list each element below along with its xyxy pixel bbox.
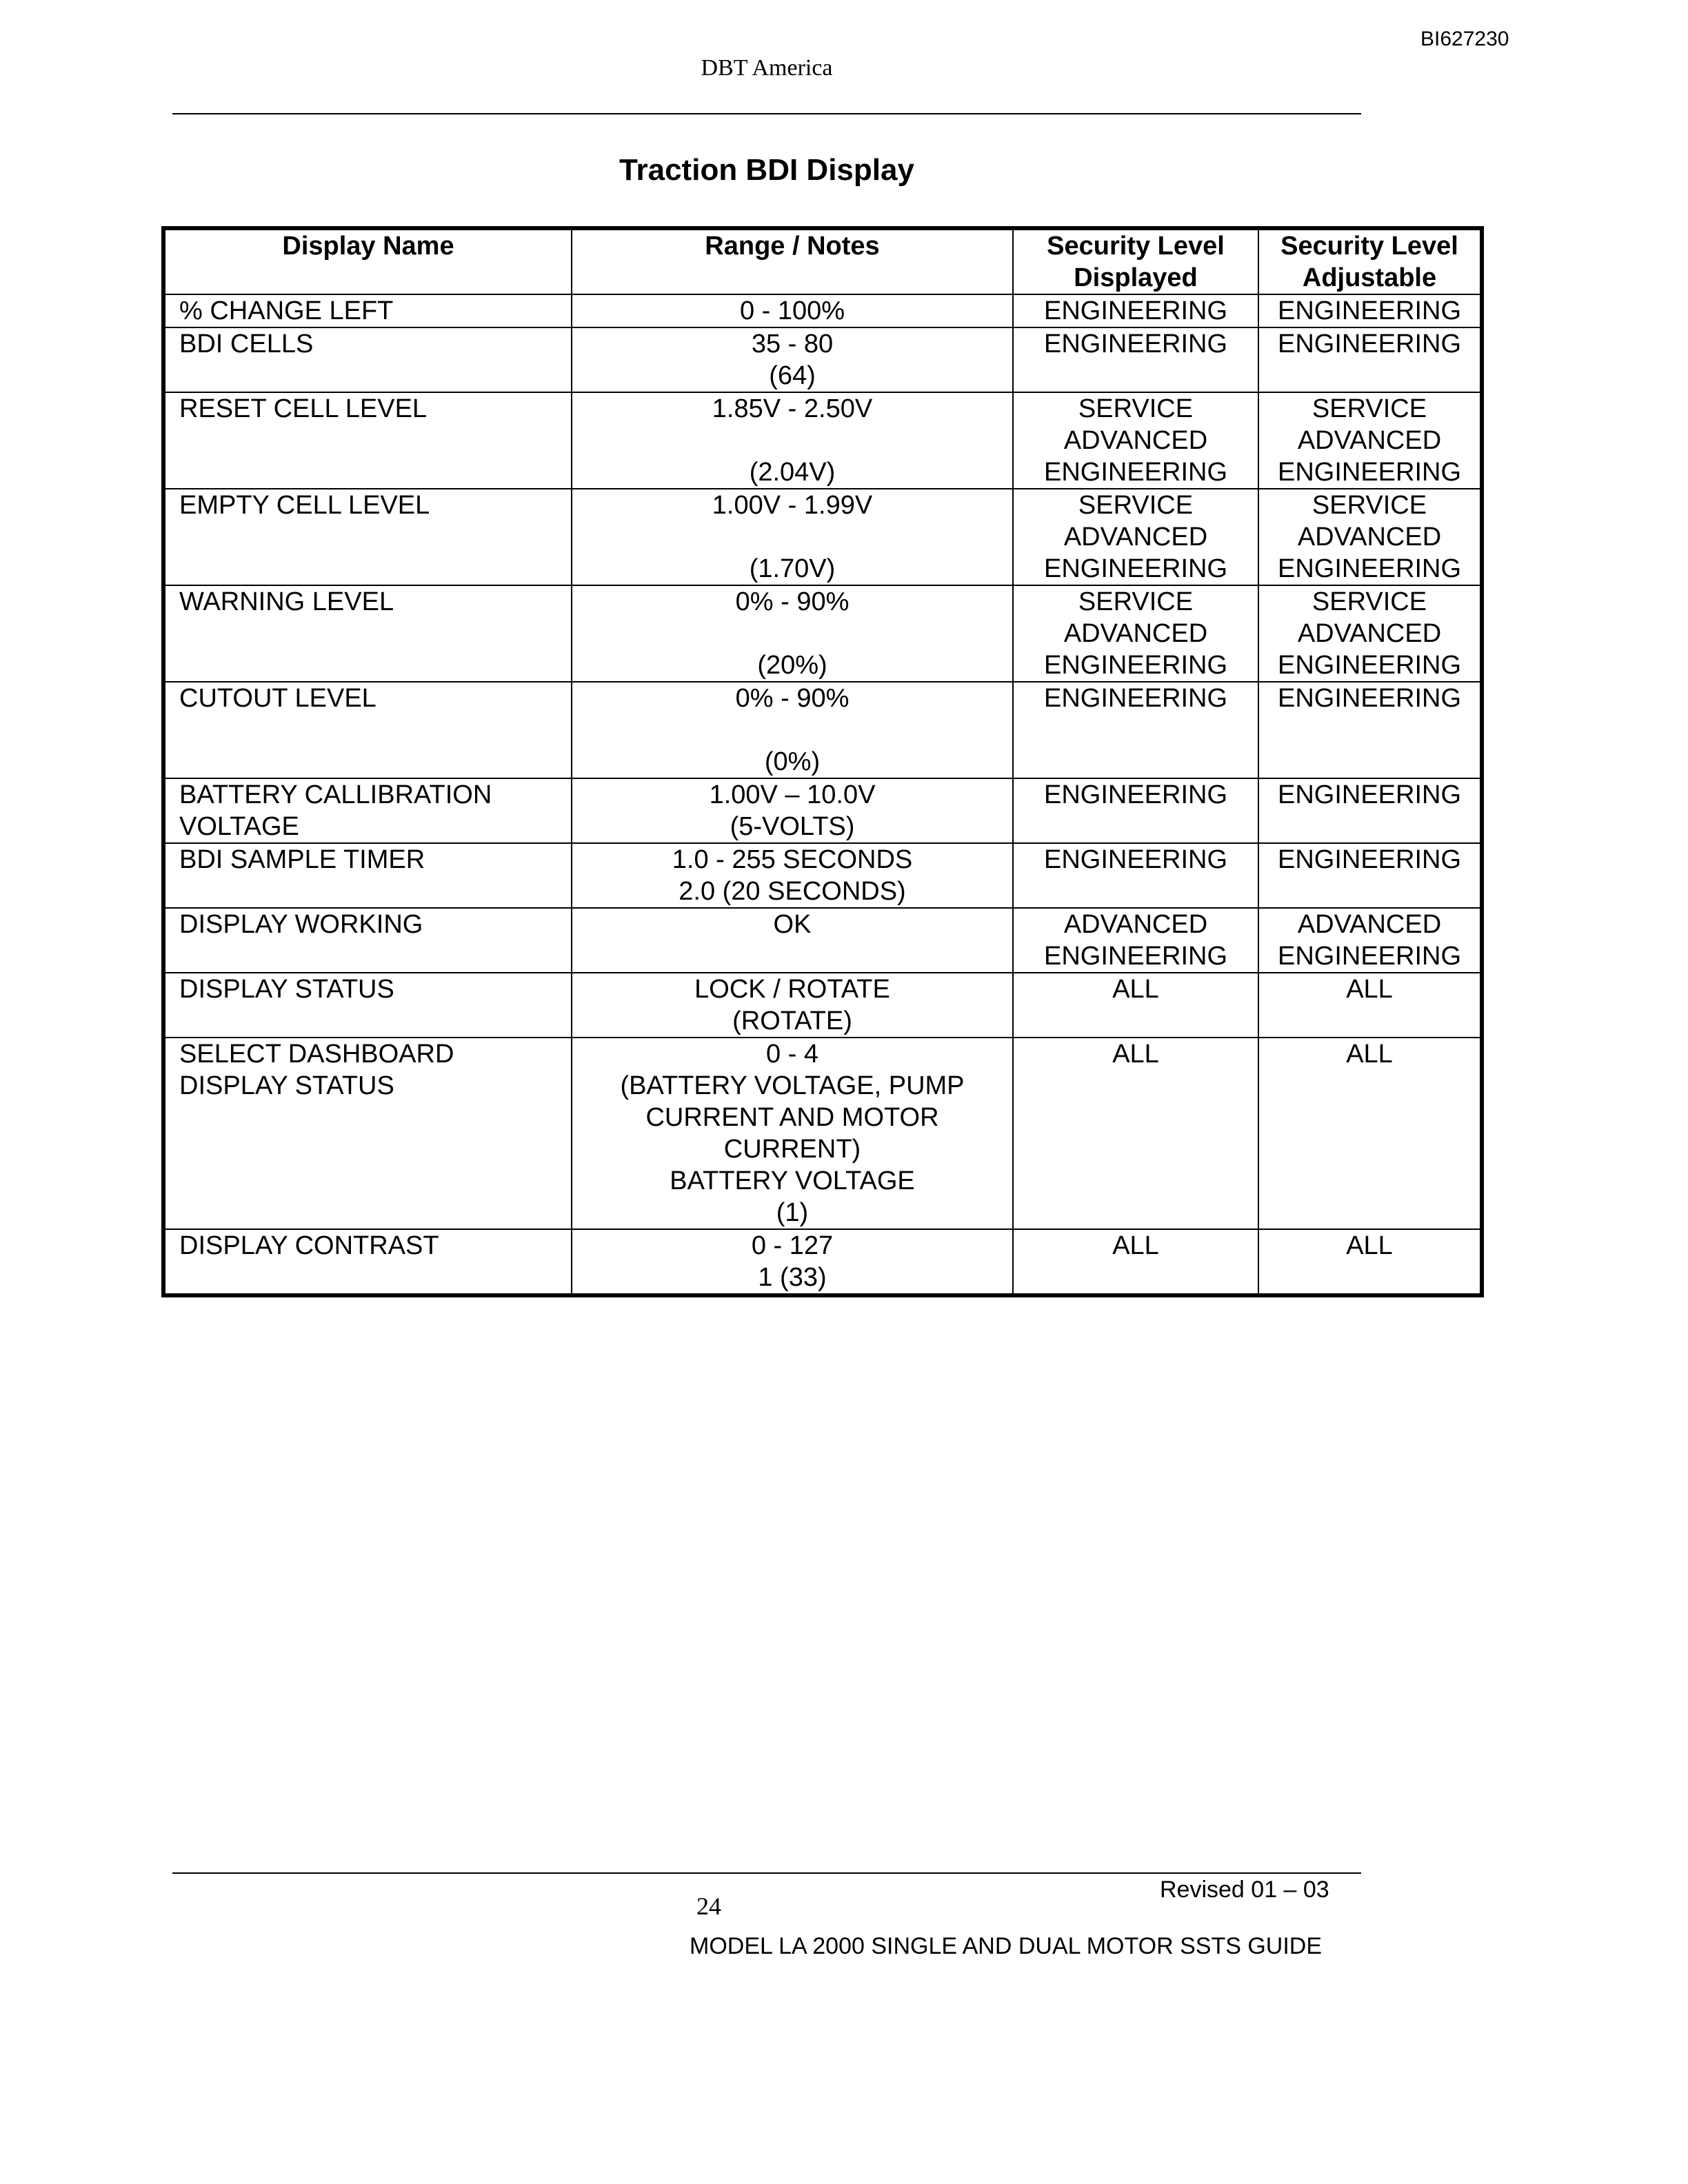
range-notes-cell — [572, 585, 1013, 682]
table-body — [163, 294, 1482, 1295]
range-text: 0 - 100% — [739, 296, 845, 325]
security-adjustable-cell: SERVICE ADVANCED ENGINEERING — [1258, 392, 1482, 489]
range-text: 35 - 80 — [751, 330, 834, 358]
footer-rule — [172, 1872, 1361, 1874]
table-row — [163, 778, 1482, 843]
display-name-cell: BDI SAMPLE TIMER — [163, 843, 572, 908]
range-text: 0% - 90% — [735, 587, 850, 616]
display-name-cell: % CHANGE LEFT — [163, 294, 572, 327]
range-text: 0 - 127 — [751, 1231, 834, 1260]
range-text: 0 - 4 (BATTERY VOLTAGE, PUMP CURRENT AND MOTOR CURRENT) BATTERY VOLTAGE — [620, 1040, 965, 1195]
table-row — [163, 1038, 1482, 1229]
security-displayed-cell: ENGINEERING — [1013, 682, 1258, 778]
display-name-cell: SELECT DASHBOARD DISPLAY STATUS — [163, 1038, 572, 1229]
default-value: (1) — [776, 1198, 809, 1227]
default-value: (ROTATE) — [732, 1007, 852, 1035]
table-row — [163, 973, 1482, 1038]
display-name-cell: EMPTY CELL LEVEL — [163, 489, 572, 585]
security-displayed-cell: ALL — [1013, 1229, 1258, 1295]
table-header-row — [163, 228, 1482, 294]
range-notes-cell — [572, 489, 1013, 585]
page-number: 24 — [696, 1892, 721, 1920]
table-row — [163, 843, 1482, 908]
table-row — [163, 392, 1482, 489]
range-text: OK — [773, 910, 812, 939]
header-display-name: Display Name — [163, 228, 572, 294]
display-name-cell: CUTOUT LEVEL — [163, 682, 572, 778]
security-adjustable-cell: ADVANCED ENGINEERING — [1258, 908, 1482, 973]
range-text: 1.00V - 1.99V — [712, 491, 873, 520]
default-value: 2.0 (20 SECONDS) — [679, 877, 906, 906]
range-notes-cell — [572, 843, 1013, 908]
security-adjustable-cell: ENGINEERING — [1258, 778, 1482, 843]
range-spacer — [572, 521, 1012, 553]
header-rule — [172, 113, 1361, 114]
range-spacer — [572, 618, 1012, 649]
bdi-settings-table — [161, 226, 1484, 1297]
table-row — [163, 682, 1482, 778]
security-displayed-cell: SERVICE ADVANCED ENGINEERING — [1013, 392, 1258, 489]
security-adjustable-cell: ALL — [1258, 973, 1482, 1038]
range-notes-cell — [572, 973, 1013, 1038]
default-value: 1 (33) — [758, 1263, 827, 1292]
range-notes-cell — [572, 327, 1013, 392]
header-security-displayed: Security Level Displayed — [1013, 228, 1258, 294]
display-name-cell: DISPLAY CONTRAST — [163, 1229, 572, 1295]
range-text: 1.00V – 10.0V — [709, 780, 876, 809]
security-adjustable-cell: ENGINEERING — [1258, 843, 1482, 908]
display-name-cell: RESET CELL LEVEL — [163, 392, 572, 489]
security-adjustable-cell: ENGINEERING — [1258, 327, 1482, 392]
table-row — [163, 908, 1482, 973]
range-notes-cell — [572, 1229, 1013, 1295]
table-row — [163, 489, 1482, 585]
display-name-cell: BDI CELLS — [163, 327, 572, 392]
security-adjustable-cell: ALL — [1258, 1038, 1482, 1229]
security-adjustable-cell: ALL — [1258, 1229, 1482, 1295]
range-notes-cell — [572, 778, 1013, 843]
header-range-notes: Range / Notes — [572, 228, 1013, 294]
security-adjustable-cell: ENGINEERING — [1258, 682, 1482, 778]
table-row — [163, 327, 1482, 392]
range-notes-cell — [572, 1038, 1013, 1229]
security-displayed-cell: SERVICE ADVANCED ENGINEERING — [1013, 585, 1258, 682]
security-displayed-cell: ALL — [1013, 973, 1258, 1038]
revision-note: Revised 01 – 03 — [1160, 1877, 1329, 1903]
header-security-adjustable: Security Level Adjustable — [1258, 228, 1482, 294]
security-displayed-cell: ALL — [1013, 1038, 1258, 1229]
range-text: 0% - 90% — [735, 684, 850, 713]
document-id: BI627230 — [1420, 28, 1509, 50]
default-value: (1.70V) — [749, 554, 836, 583]
security-displayed-cell: ENGINEERING — [1013, 778, 1258, 843]
page-title: Traction BDI Display — [619, 153, 914, 187]
range-text: 1.0 - 255 SECONDS — [672, 845, 913, 874]
range-notes-cell — [572, 392, 1013, 489]
default-value: (64) — [769, 361, 816, 390]
table-row — [163, 1229, 1482, 1295]
security-adjustable-cell: SERVICE ADVANCED ENGINEERING — [1258, 489, 1482, 585]
security-displayed-cell: ADVANCED ENGINEERING — [1013, 908, 1258, 973]
display-name-cell: WARNING LEVEL — [163, 585, 572, 682]
range-notes-cell — [572, 908, 1013, 973]
range-text: 1.85V - 2.50V — [712, 394, 873, 423]
display-name-cell: DISPLAY STATUS — [163, 973, 572, 1038]
security-displayed-cell: ENGINEERING — [1013, 843, 1258, 908]
company-header: DBT America — [701, 55, 833, 81]
security-displayed-cell: ENGINEERING — [1013, 294, 1258, 327]
range-spacer — [572, 425, 1012, 456]
range-spacer — [572, 714, 1012, 746]
table-row — [163, 585, 1482, 682]
default-value: (20%) — [757, 651, 827, 680]
default-value: (2.04V) — [749, 458, 836, 487]
security-adjustable-cell: SERVICE ADVANCED ENGINEERING — [1258, 585, 1482, 682]
security-displayed-cell: SERVICE ADVANCED ENGINEERING — [1013, 489, 1258, 585]
table-row — [163, 294, 1482, 327]
default-value: (0%) — [764, 747, 821, 776]
range-notes-cell — [572, 682, 1013, 778]
default-value: (5-VOLTS) — [730, 812, 855, 841]
display-name-cell: DISPLAY WORKING — [163, 908, 572, 973]
security-displayed-cell: ENGINEERING — [1013, 327, 1258, 392]
security-adjustable-cell: ENGINEERING — [1258, 294, 1482, 327]
range-text: LOCK / ROTATE — [694, 975, 890, 1004]
display-name-cell: BATTERY CALLIBRATION VOLTAGE — [163, 778, 572, 843]
range-notes-cell — [572, 294, 1013, 327]
guide-title: MODEL LA 2000 SINGLE AND DUAL MOTOR SSTS GUIDE — [690, 1933, 1323, 1959]
